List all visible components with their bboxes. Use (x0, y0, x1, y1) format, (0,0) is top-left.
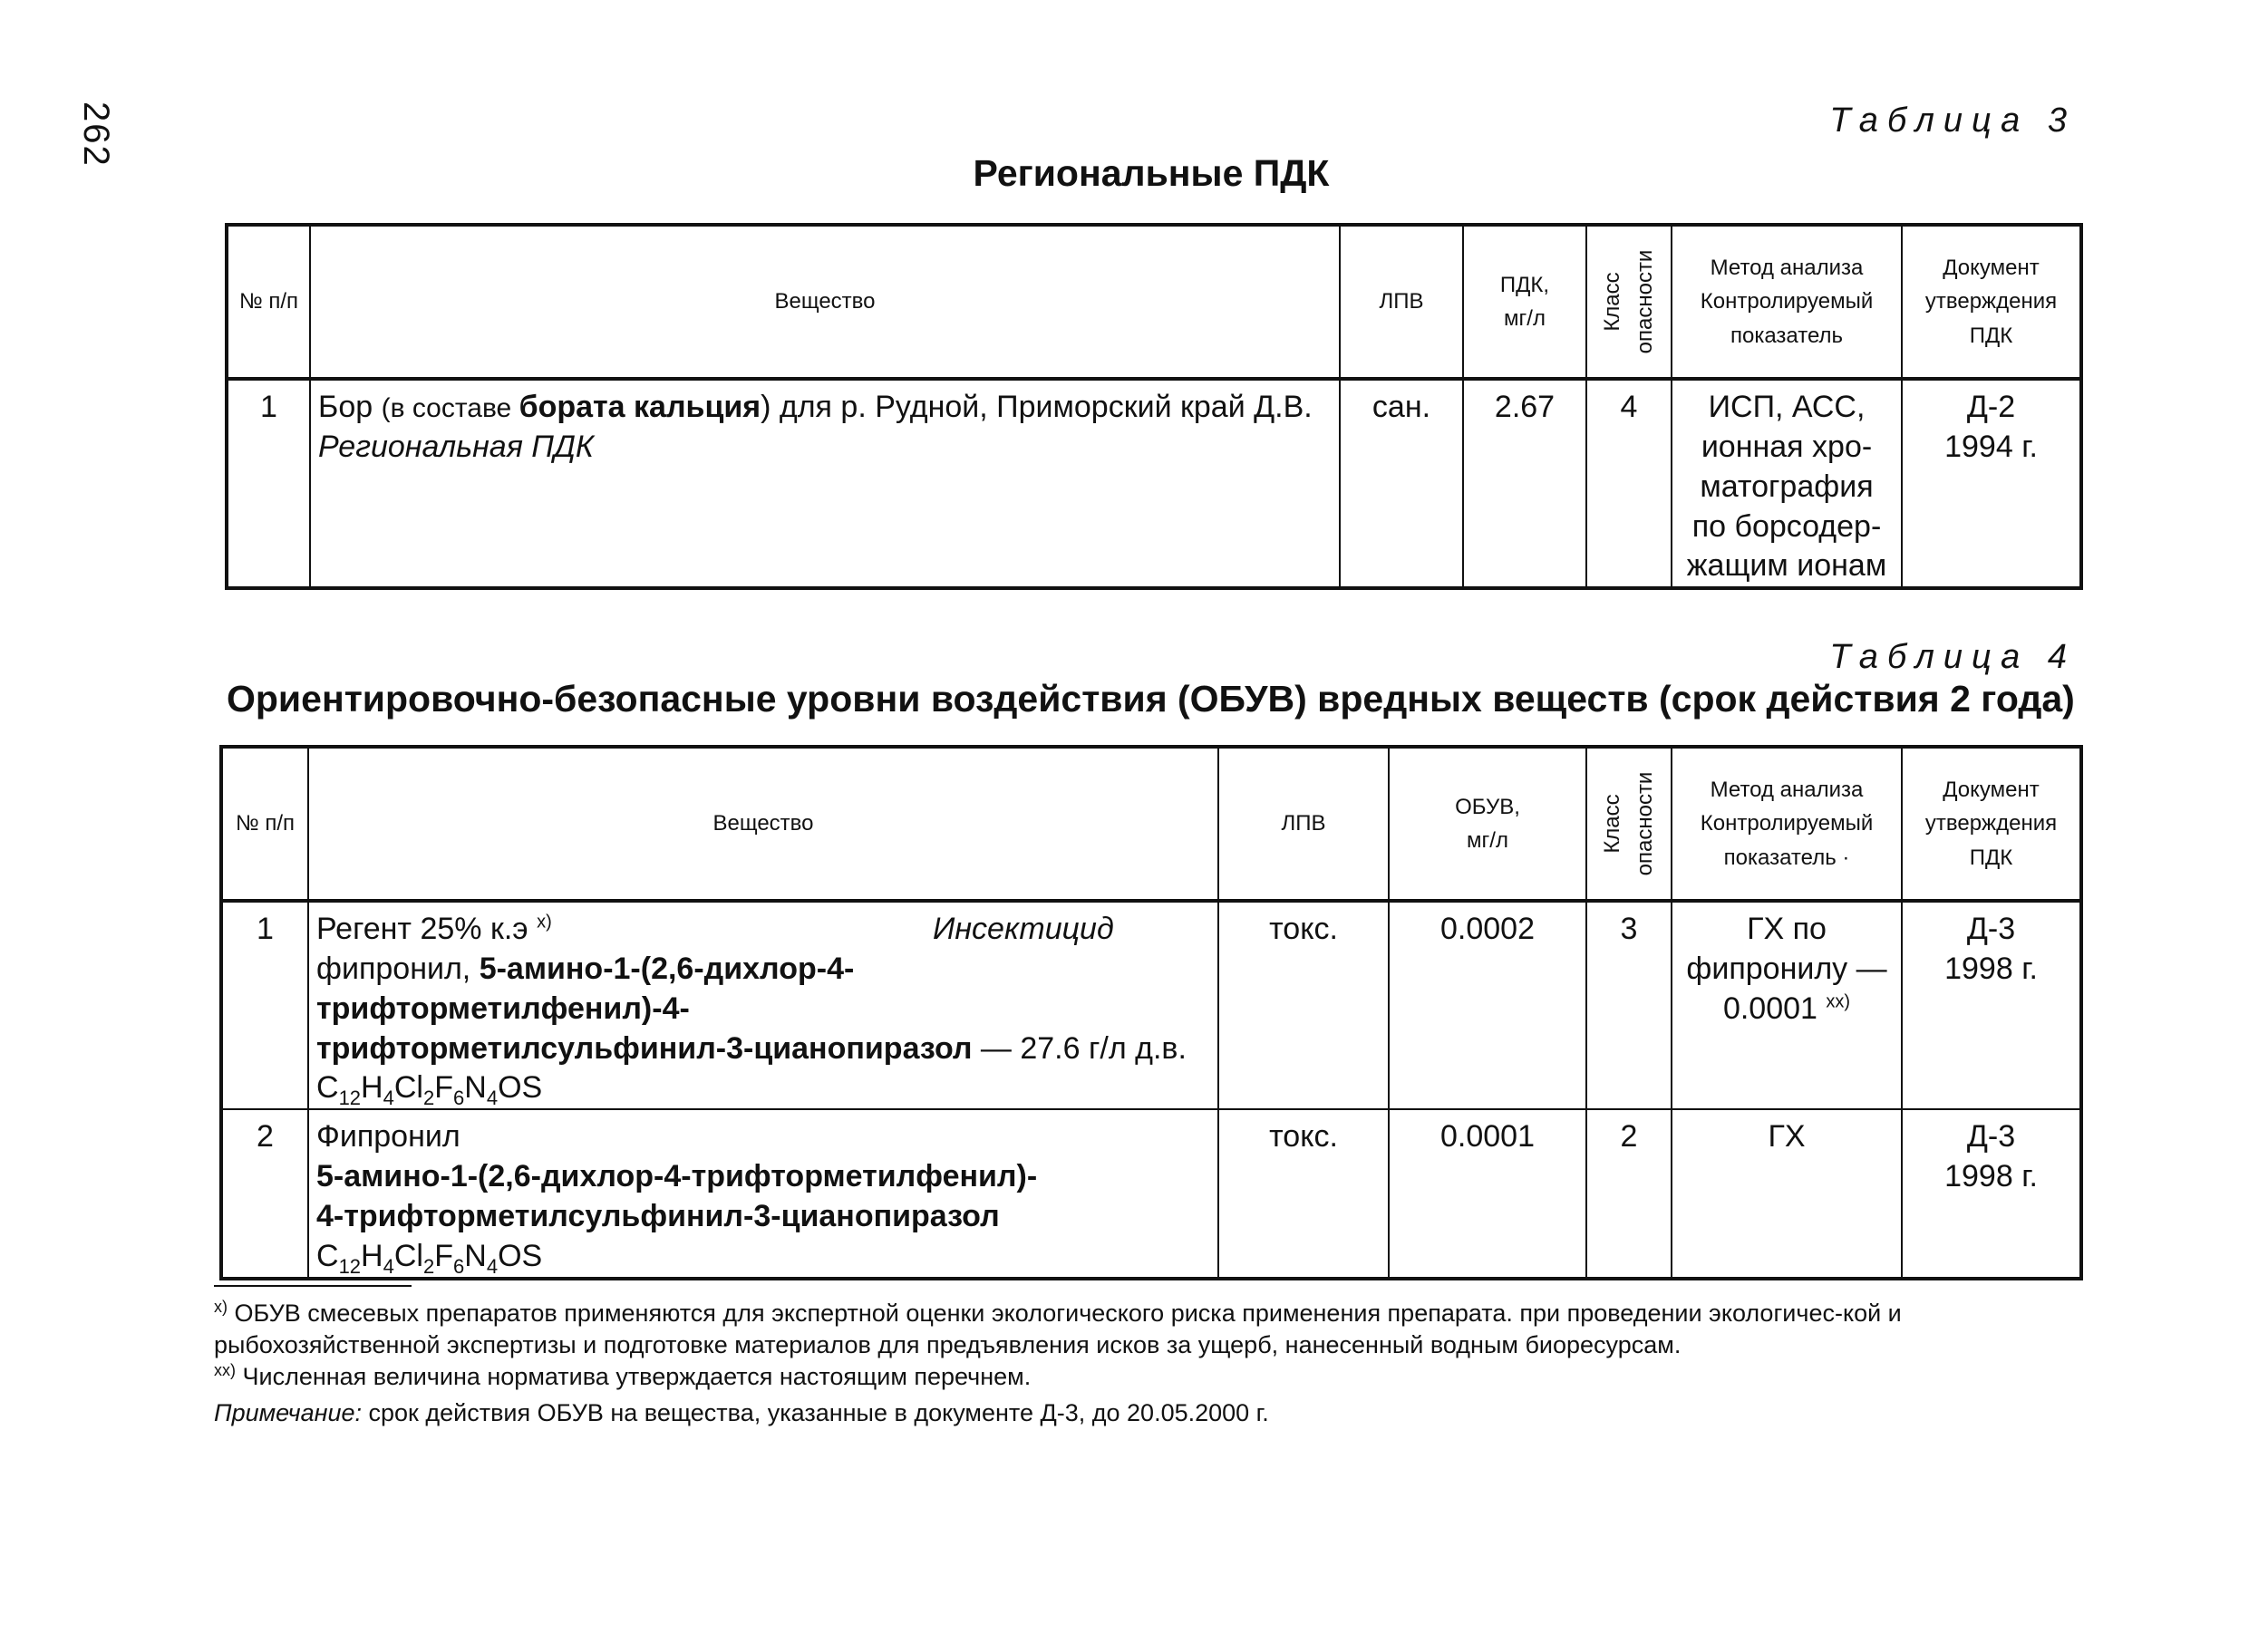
t3-row1-method-2: ионная хро- (1701, 429, 1873, 464)
footnote-note (214, 1397, 2081, 1429)
t3-header-method-1: Метод анализа (1710, 256, 1864, 281)
t4-header-doc (1902, 747, 2081, 901)
t4-row2-method: ГХ (1672, 1109, 1902, 1278)
footnote-1-text: ОБУВ смесевых препаратов применяются для экспертной оценки экологического риска применения препарата. при проведении экологичес-кой и рыбохозяйственной экспертизы и подготовке материалов для предъявления исков за ущерб, нанесенный водным биоресурсам. (214, 1300, 1902, 1359)
t3-header-doc-2: утверждения (1924, 289, 2058, 314)
t3-row1-method-3: матография (1700, 469, 1874, 504)
t4-row2-substance (308, 1109, 1218, 1278)
t4-row2-hazard: 2 (1586, 1109, 1672, 1278)
t4-header-limit (1389, 747, 1586, 901)
table3-label: Таблица 3 (1829, 101, 2076, 140)
t4-row1-hazard: 3 (1586, 901, 1672, 1109)
t4-row2-name: Фипронил (316, 1119, 460, 1155)
t4-header-hazard-1: Класс (1600, 794, 1624, 854)
t3-row1-sub-line2: Региональная ПДК (318, 429, 594, 464)
t4-header-no: № п/п (221, 747, 308, 901)
table4-label: Таблица 4 (1829, 638, 2076, 676)
t4-header-doc-1: Документ (1943, 778, 2040, 803)
table-row (227, 379, 2081, 588)
t3-row1-sub-p2: (в составе (381, 393, 519, 423)
t4-row1-method-1: ГХ по (1747, 912, 1827, 946)
t4-row2-doc-2: 1998 г. (1944, 1159, 2038, 1194)
t4-row1-substance (308, 901, 1218, 1109)
t3-header-doc (1902, 225, 2081, 379)
t4-row2-lpv: токс. (1218, 1109, 1389, 1278)
t3-row1-method-5: жащим ионам (1686, 548, 1887, 584)
t3-header-method (1672, 225, 1902, 379)
t4-row2-line3: 4-трифторметилсульфинил-3-цианопиразол (316, 1199, 1000, 1234)
t3-row1-method (1672, 379, 1902, 588)
t3-row1-sub-p1: Бор (318, 390, 382, 424)
t3-header-hazard (1586, 225, 1672, 379)
t4-row1-line2-bold: 5-амино-1-(2,6-дихлор-4-трифторметилфенил)-4- (316, 951, 855, 1026)
t3-row1-method-4: по борсодер- (1691, 508, 1882, 544)
t4-header-method-2: Контролируемый (1700, 811, 1874, 836)
t4-header-hazard-2: опасности (1633, 771, 1657, 876)
footnote-1 (214, 1298, 2081, 1361)
footnote-2-mark: xx) (214, 1361, 236, 1379)
footnote-divider (214, 1285, 412, 1287)
t4-header-hazard (1586, 747, 1672, 901)
t4-row1-doc-1: Д-3 (1966, 912, 2016, 946)
t3-row1-value: 2.67 (1463, 379, 1586, 588)
t3-row1-lpv: сан. (1340, 379, 1463, 588)
t3-row1-substance (310, 379, 1340, 588)
table3 (225, 223, 2083, 590)
t3-row1-hazard: 4 (1586, 379, 1672, 588)
t4-header-doc-2: утверждения (1924, 811, 2058, 836)
t4-row1-line3-plain: — 27.6 г/л д.в. (972, 1030, 1187, 1066)
t4-header-lpv: ЛПВ (1218, 747, 1389, 901)
t3-header-doc-1: Документ (1943, 256, 2040, 281)
t4-header-substance: Вещество (308, 747, 1218, 901)
t4-row1-name-mark: x) (537, 912, 552, 932)
t4-header-method-1: Метод анализа (1710, 778, 1864, 803)
t3-header-method-2: Контролируемый (1700, 289, 1874, 314)
t4-row1-method-mark: xx) (1826, 991, 1851, 1012)
t4-row1-doc-2: 1998 г. (1944, 951, 2038, 986)
t4-row2-no: 2 (221, 1109, 308, 1278)
t4-header-limit-1: ОБУВ, (1455, 794, 1520, 819)
t3-row1-no: 1 (227, 379, 310, 588)
t4-row1-method-3: 0.0001 (1722, 990, 1827, 1026)
t3-row1-doc-1: Д-2 (1966, 390, 2016, 424)
t4-row1-value: 0.0002 (1389, 901, 1586, 1109)
t3-row1-doc (1902, 379, 2081, 588)
t4-row2-formula: $C_{12}H_4Cl_2F_6N_4OS$ (316, 1238, 543, 1278)
t3-row1-sub-p3: бората кальция (519, 390, 761, 424)
page-number: 262 (76, 101, 116, 168)
t4-row2-value: 0.0001 (1389, 1109, 1586, 1278)
footnote-1-mark: x) (214, 1298, 228, 1316)
t3-header-limit-1: ПДК, (1499, 272, 1550, 297)
t4-row1-name: Регент 25% к.э (316, 912, 538, 946)
t3-header-lpv: ЛПВ (1340, 225, 1463, 379)
t4-row1-formula: $C_{12}H_4Cl_2F_6N_4OS$ (316, 1070, 543, 1110)
t4-row1-lpv: токс. (1218, 901, 1389, 1109)
note-text: срок действия ОБУВ на вещества, указанные в документе Д-3, до 20.05.2000 г. (362, 1399, 1269, 1426)
t3-row1-sub-p4: ) для р. Рудной, Приморский край Д.В. (761, 390, 1313, 424)
note-label: Примечание: (214, 1399, 362, 1426)
t4-row2-doc (1902, 1109, 2081, 1278)
table4-title: Ориентировочно-безопасные уровни воздействия (ОБУВ) вредных веществ (срок действия 2 года) (227, 678, 2075, 720)
t3-header-doc-3: ПДК (1969, 323, 2013, 348)
t3-header-hazard-2: опасности (1633, 249, 1657, 354)
t4-row1-line3-bold: трифторметилсульфинил-3-цианопиразол (316, 1030, 973, 1066)
t4-row1-doc (1902, 901, 2081, 1109)
t4-row1-category: Инсектицид (933, 912, 1114, 946)
t4-row1-method (1672, 901, 1902, 1109)
t3-header-no: № п/п (227, 225, 310, 379)
t3-header-limit (1463, 225, 1586, 379)
t4-row2-line2: 5-амино-1-(2,6-дихлор-4-трифторметилфенил)- (316, 1159, 1038, 1194)
t4-header-method-3: показатель · (1723, 845, 1850, 870)
t4-header-doc-3: ПДК (1969, 845, 2013, 870)
t3-header-method-3: показатель (1730, 323, 1844, 348)
table-row (221, 901, 2081, 1109)
table-row (221, 1109, 2081, 1278)
footnote-2 (214, 1361, 2081, 1393)
table4 (219, 745, 2083, 1280)
t4-header-limit-2: мг/л (1467, 828, 1508, 853)
t4-header-method (1672, 747, 1902, 901)
t3-row1-method-1: ИСП, АСС, (1708, 390, 1866, 424)
t3-header-limit-2: мг/л (1504, 306, 1546, 331)
t3-header-substance: Вещество (310, 225, 1340, 379)
table3-title: Региональные ПДК (973, 152, 1330, 194)
t3-header-hazard-1: Класс (1600, 272, 1624, 332)
t4-row1-line2-plain: фипронил, (316, 951, 480, 986)
t3-row1-doc-2: 1994 г. (1944, 429, 2038, 464)
t4-row1-method-2: фипронилу — (1686, 951, 1887, 986)
t4-row1-no: 1 (221, 901, 308, 1109)
footnote-2-text: Численная величина норматива утверждается настоящим перечнем. (236, 1363, 1032, 1390)
t4-row2-doc-1: Д-3 (1966, 1119, 2016, 1155)
